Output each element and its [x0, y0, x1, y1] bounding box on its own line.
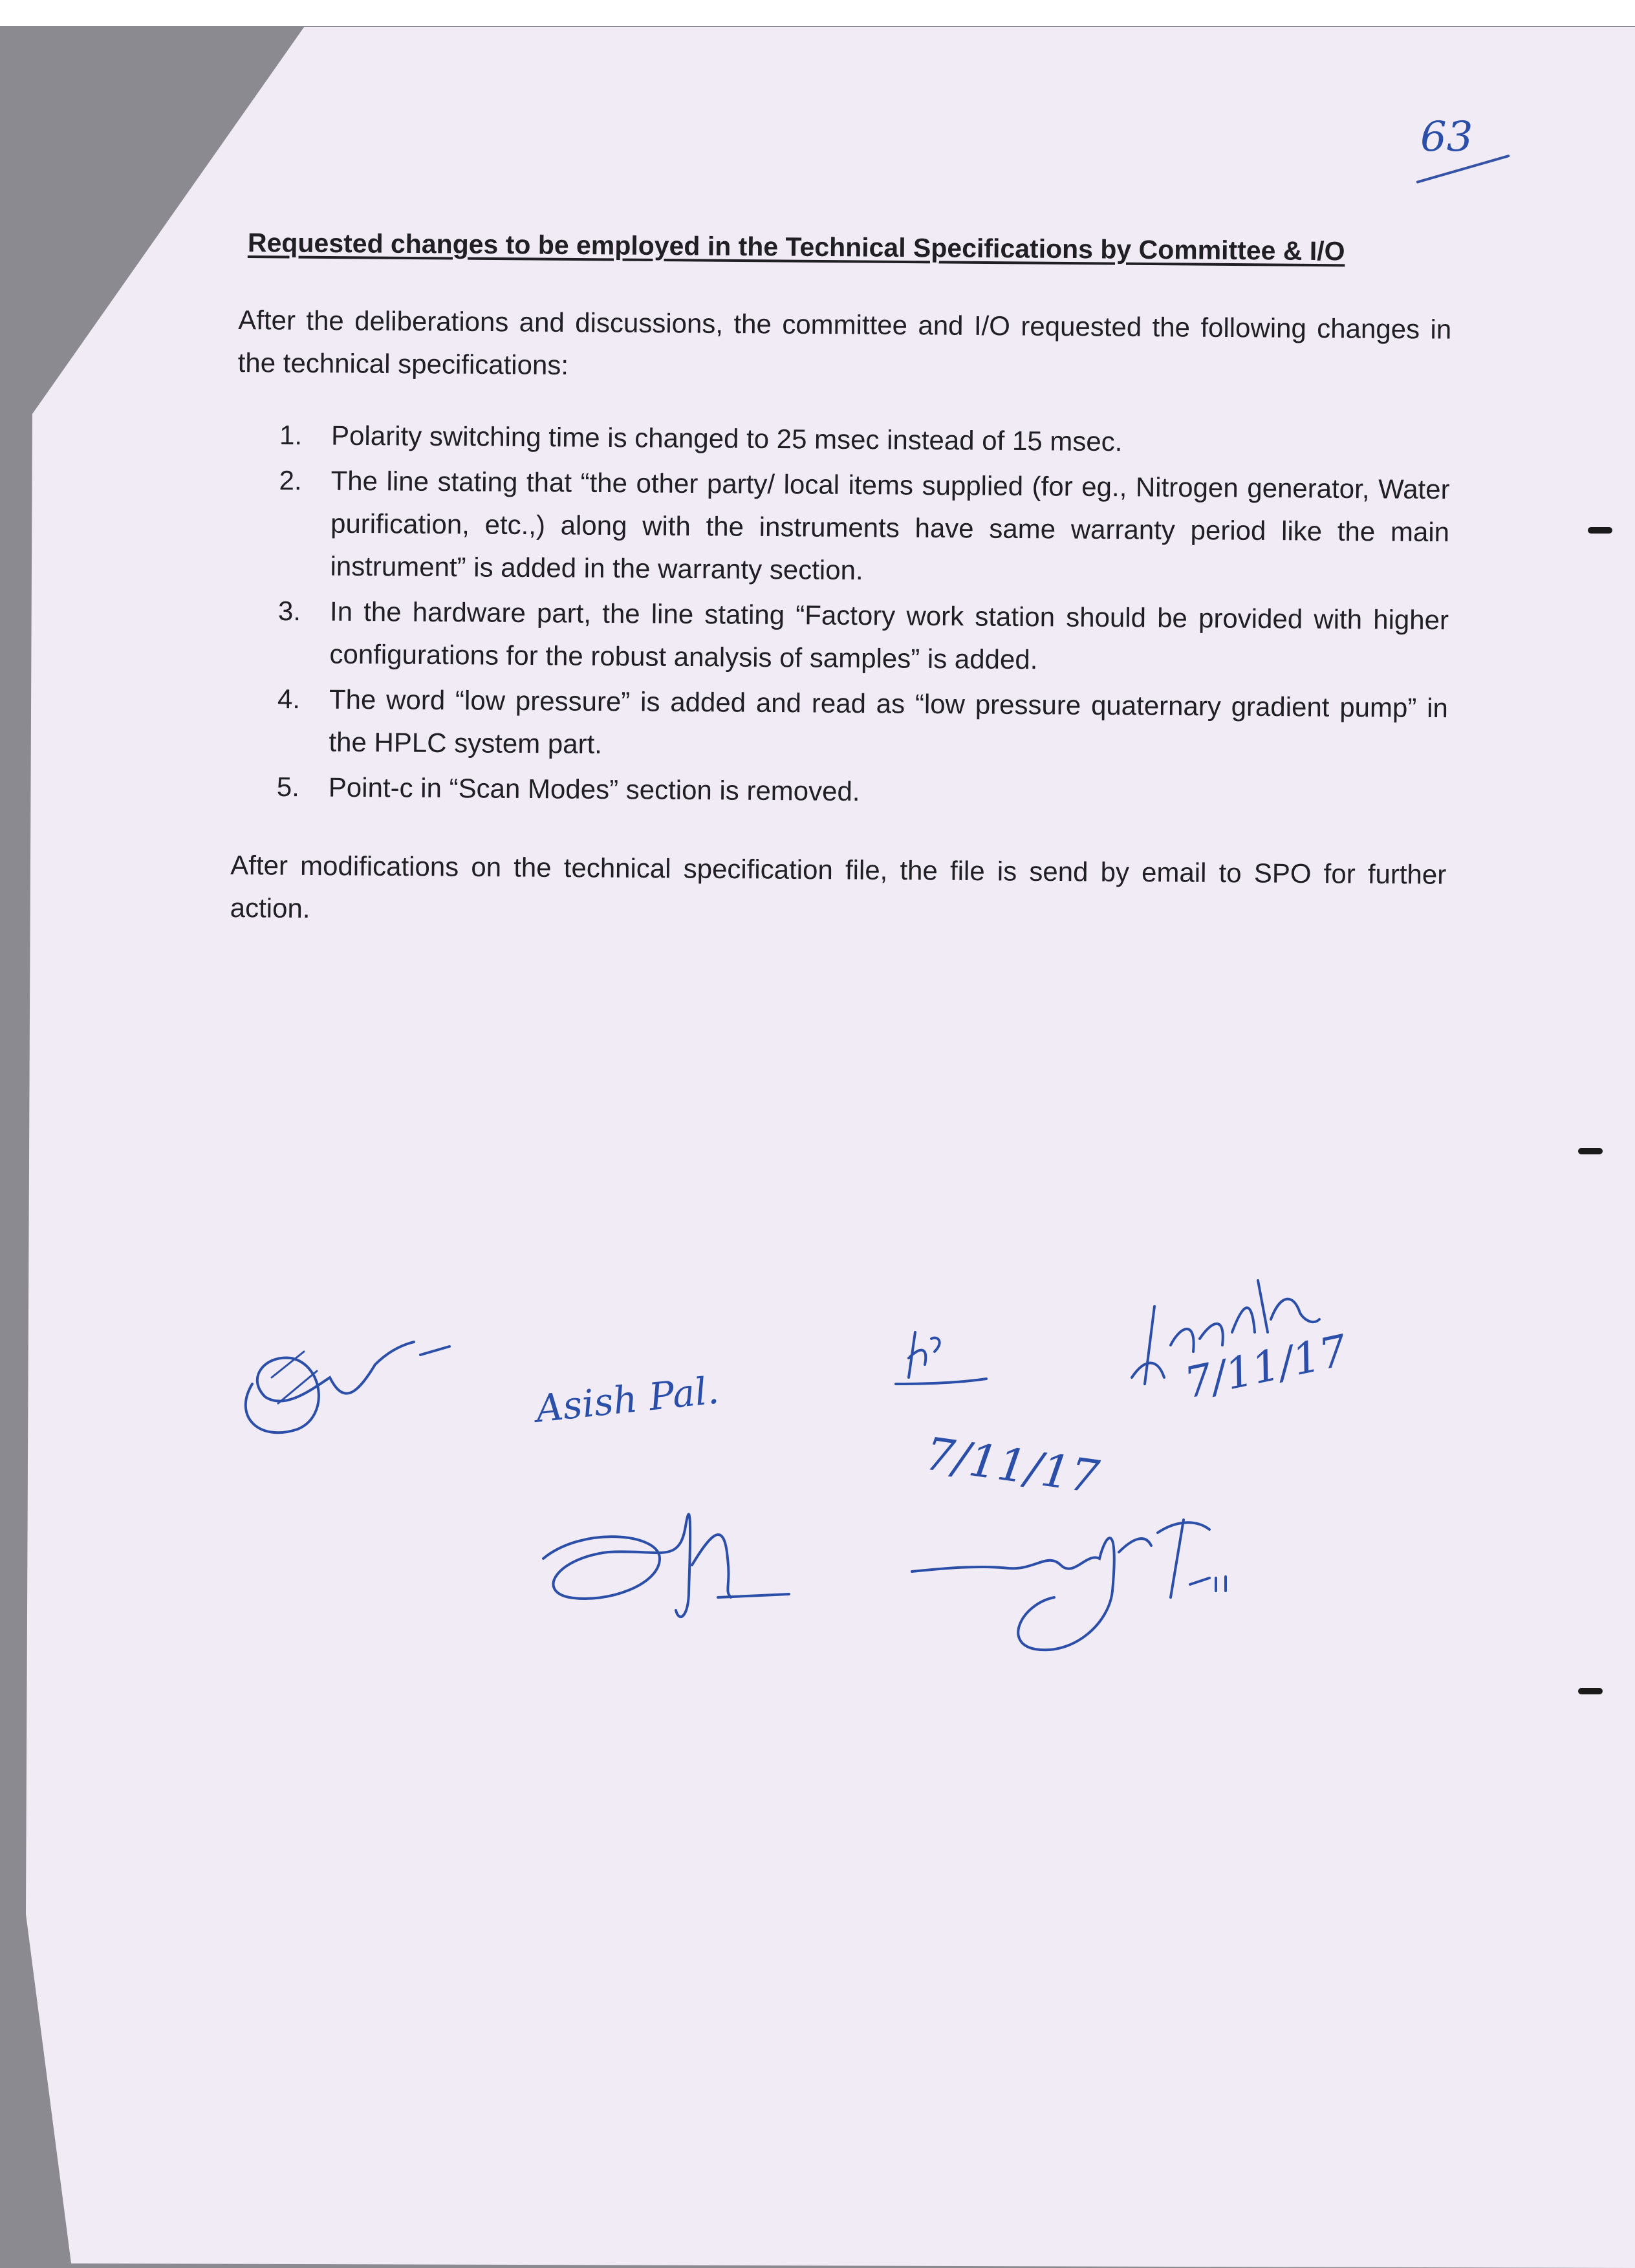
signature-6 — [905, 1494, 1242, 1662]
intro-paragraph: After the deliberations and discussions, the committee and I/O requested the following changes in the technical specifications: — [237, 305, 1452, 381]
signature-1 — [226, 1306, 459, 1449]
scan-border — [0, 0, 1635, 26]
binder-mark — [1578, 1688, 1603, 1694]
list-item-number: 5. — [276, 771, 300, 803]
list-item-number: 1. — [279, 420, 303, 451]
list-item — [279, 414, 1450, 466]
list-item-number: 2. — [279, 465, 302, 496]
document-title: Requested changes to be employed in the Technical Specifications by Committee & I/O — [247, 228, 1345, 266]
list-item — [278, 459, 1449, 596]
list-item-number: 3. — [277, 596, 301, 627]
changes-list — [277, 414, 1451, 820]
binder-mark — [1578, 1148, 1603, 1154]
list-item-text: In the hardware part, the line stating “Factory work station should be provided with higher configurations for the robust analysis of samples” is added. — [329, 596, 1449, 675]
signature-asish-pal: Asish Pal. — [534, 1368, 721, 1431]
list-item — [277, 766, 1447, 817]
signature-date-2: 7/11/17 — [1180, 1325, 1352, 1409]
handwritten-page-number: 63 — [1420, 113, 1473, 161]
list-item-text: The word “low pressure” is added and read as “low pressure quaternary gradient pump” in the HPLC system part. — [329, 684, 1449, 759]
list-item-text: Point-c in “Scan Modes” section is removed. — [328, 772, 860, 807]
closing-paragraph: After modifications on the technical specification file, the file is send by email to SPO for further action. — [230, 850, 1447, 923]
list-item — [277, 590, 1449, 684]
signature-date-1: 7/11/17 — [922, 1427, 1103, 1504]
binder-mark — [1588, 527, 1612, 534]
list-item-text: Polarity switching time is changed to 25 msec instead of 15 msec. — [330, 420, 1123, 457]
list-item-text: The line stating that “the other party/ local items supplied (for eg., Nitrogen generator, Water purification, etc.,) along with the instruments have same warranty period like the main instrument” is added in the warranty section. — [330, 465, 1450, 586]
list-item-number: 4. — [277, 683, 301, 715]
list-item — [277, 678, 1448, 772]
signature-4 — [889, 1319, 993, 1397]
signature-3 — [530, 1487, 802, 1636]
